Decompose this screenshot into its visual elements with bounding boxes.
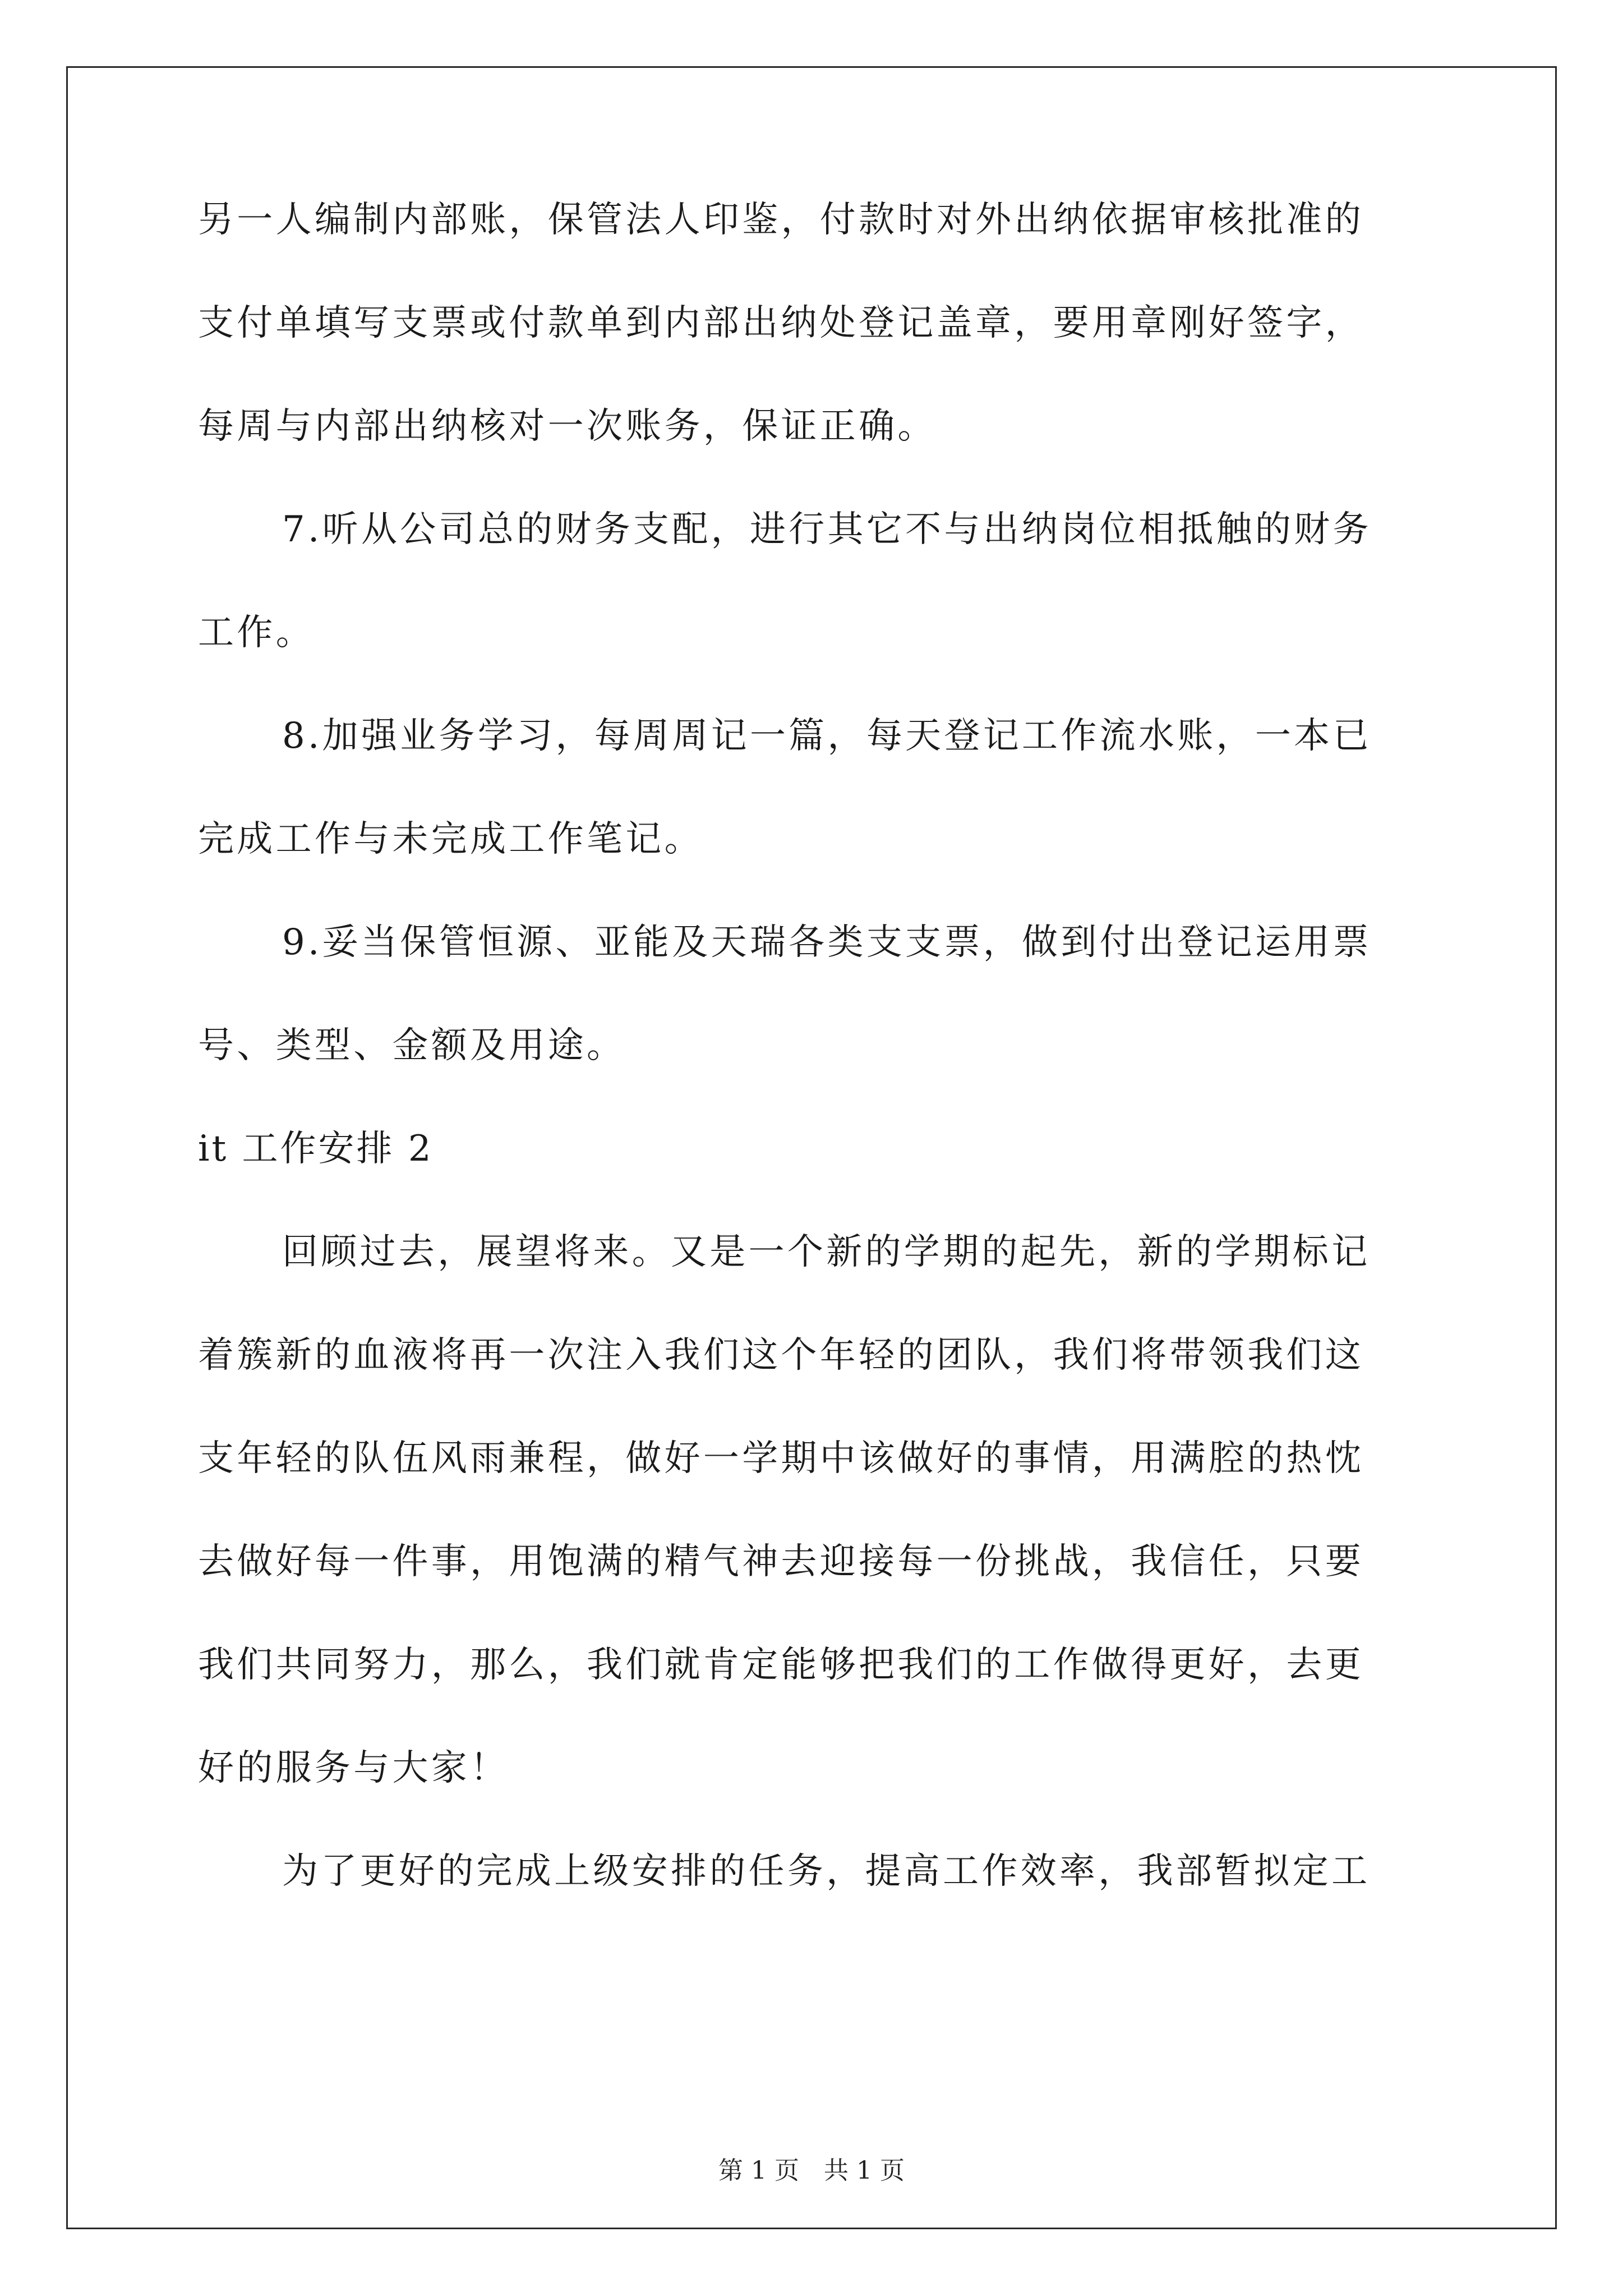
text-line: 完成工作与未完成工作笔记。 [198, 818, 703, 860]
section-heading: it 工作安排 2 [198, 1128, 434, 1170]
text-line: 支付单填写支票或付款单到内部出纳处登记盖章，要用章刚好签字， [198, 302, 1364, 344]
paragraph-start: 为了更好的完成上级安排的任务，提高工作效率，我部暂拟定工 [282, 1851, 1371, 1892]
list-item-9: 9.妥当保管恒源、亚能及天瑞各类支支票，做到付出登记运用票 [282, 922, 1372, 963]
document-body [198, 199, 1432, 1957]
text-line: 工作。 [198, 612, 315, 654]
text-line: 去做好每一件事，用饱满的精气神去迎接每一份挑战，我信任，只要 [198, 1541, 1364, 1582]
text-line: 我们共同努力，那么，我们就肯定能够把我们的工作做得更好，去更 [198, 1644, 1364, 1686]
text-line: 另一人编制内部账，保管法人印鉴，付款时对外出纳依据审核批准的 [198, 199, 1364, 241]
page-number: 第 1 页 共 1 页 [718, 2156, 905, 2185]
text-line: 每周与内部出纳核对一次账务，保证正确。 [198, 406, 937, 447]
text-line: 好的服务与大家！ [198, 1747, 509, 1789]
list-item-8: 8.加强业务学习，每周周记一篇，每天登记工作流水账，一本已 [282, 715, 1372, 757]
text-line: 号、类型、金额及用途。 [198, 1025, 626, 1066]
text-line: 着簇新的血液将再一次注入我们这个年轻的团队，我们将带领我们这 [198, 1335, 1364, 1376]
paragraph-start: 回顾过去，展望将来。又是一个新的学期的起先，新的学期标记 [282, 1231, 1371, 1273]
text-line: 支年轻的队伍风雨兼程，做好一学期中该做好的事情，用满腔的热忱 [198, 1438, 1364, 1479]
list-item-7: 7.听从公司总的财务支配，进行其它不与出纳岗位相抵触的财务 [282, 509, 1372, 550]
